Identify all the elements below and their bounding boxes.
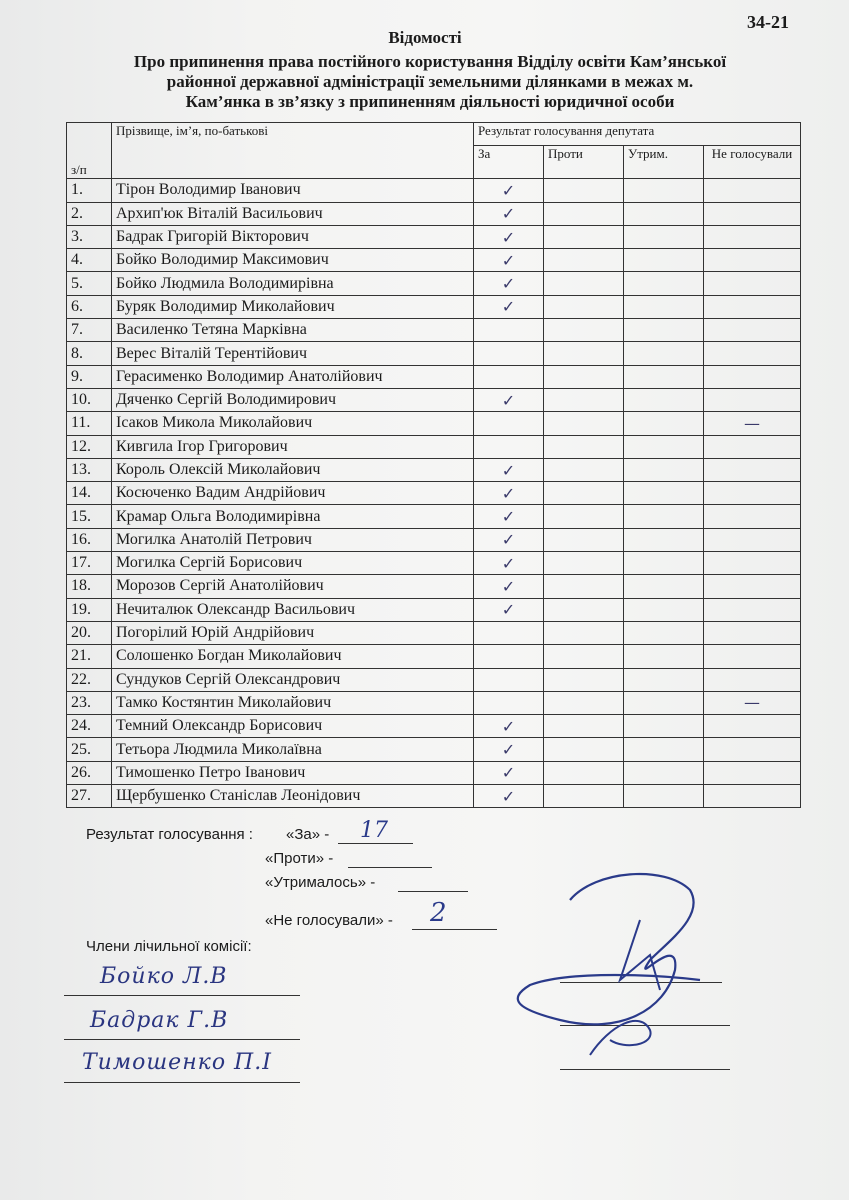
table-row bbox=[67, 621, 801, 644]
member-3-line bbox=[64, 1060, 300, 1083]
vote-against-cell bbox=[544, 785, 624, 808]
table-row bbox=[67, 668, 801, 691]
col-for-label: За bbox=[478, 146, 491, 162]
table-row bbox=[67, 575, 801, 598]
table-row bbox=[67, 295, 801, 318]
check-mark: ✓ bbox=[474, 249, 544, 272]
table-row bbox=[67, 225, 801, 248]
vote-notvoted-cell bbox=[704, 435, 801, 458]
table-row bbox=[67, 365, 801, 388]
vote-for-cell bbox=[474, 319, 544, 342]
vote-against-cell bbox=[544, 249, 624, 272]
vote-against-cell bbox=[544, 435, 624, 458]
vote-abstain-cell bbox=[624, 482, 704, 505]
vote-for-cell bbox=[474, 691, 544, 714]
check-mark: ✓ bbox=[474, 179, 544, 202]
doc-title: Відомості bbox=[388, 28, 462, 47]
check-mark: ✓ bbox=[474, 225, 544, 248]
row-number: 20. bbox=[67, 621, 112, 644]
vote-notvoted-cell bbox=[704, 715, 801, 738]
vote-against-cell bbox=[544, 202, 624, 225]
vote-notvoted-cell bbox=[704, 785, 801, 808]
row-number: 24. bbox=[67, 715, 112, 738]
doc-number: 34-21 bbox=[747, 12, 789, 32]
vote-notvoted-cell bbox=[704, 458, 801, 481]
vote-notvoted-cell bbox=[704, 645, 801, 668]
table-row bbox=[67, 249, 801, 272]
vote-abstain-cell bbox=[624, 295, 704, 318]
vote-against-cell bbox=[544, 388, 624, 411]
row-number: 9. bbox=[67, 365, 112, 388]
vote-against-cell bbox=[544, 342, 624, 365]
col-notvoted-label: Не голосували bbox=[711, 146, 793, 162]
deputy-name: Могилка Анатолій Петрович bbox=[112, 528, 474, 551]
table-row bbox=[67, 505, 801, 528]
row-number: 15. bbox=[67, 505, 112, 528]
vote-against-cell bbox=[544, 528, 624, 551]
deputy-name: Тетьора Людмила Миколаївна bbox=[112, 738, 474, 761]
table-row bbox=[67, 388, 801, 411]
commission-member-2: Бадрак Г.В bbox=[90, 1008, 229, 1033]
check-mark: ✓ bbox=[474, 715, 544, 738]
vote-against-cell bbox=[544, 645, 624, 668]
summary-notvoted-line bbox=[412, 912, 497, 930]
vote-notvoted-cell bbox=[704, 738, 801, 761]
table-row bbox=[67, 645, 801, 668]
vote-against-cell bbox=[544, 575, 624, 598]
deputy-name: Щербушенко Станіслав Леонідович bbox=[112, 785, 474, 808]
vote-abstain-cell bbox=[624, 598, 704, 621]
vote-notvoted-cell bbox=[704, 598, 801, 621]
vote-abstain-cell bbox=[624, 435, 704, 458]
table-row bbox=[67, 412, 801, 435]
member-1-line bbox=[64, 970, 300, 996]
summary-against-label: «Проти» - bbox=[265, 850, 334, 867]
vote-for-cell bbox=[474, 342, 544, 365]
check-mark: ✓ bbox=[474, 761, 544, 784]
row-number: 21. bbox=[67, 645, 112, 668]
vote-against-cell bbox=[544, 458, 624, 481]
table-row bbox=[67, 458, 801, 481]
vote-abstain-cell bbox=[624, 179, 704, 202]
deputy-name: Могилка Сергій Борисович bbox=[112, 552, 474, 575]
vote-abstain-cell bbox=[624, 202, 704, 225]
row-number: 14. bbox=[67, 482, 112, 505]
vote-for-cell bbox=[474, 621, 544, 644]
vote-against-cell bbox=[544, 272, 624, 295]
row-number: 25. bbox=[67, 738, 112, 761]
row-number: 22. bbox=[67, 668, 112, 691]
summary-for-value: 17 bbox=[360, 818, 388, 843]
votes-table bbox=[66, 122, 801, 808]
vote-against-cell bbox=[544, 715, 624, 738]
dash-mark: — bbox=[704, 412, 801, 435]
vote-against-cell bbox=[544, 691, 624, 714]
vote-notvoted-cell bbox=[704, 225, 801, 248]
commission-label: Члени лічильної комісії: bbox=[86, 938, 252, 955]
deputy-name: Бойко Людмила Володимирівна bbox=[112, 272, 474, 295]
vote-abstain-cell bbox=[624, 388, 704, 411]
vote-for-cell bbox=[474, 435, 544, 458]
vote-abstain-cell bbox=[624, 575, 704, 598]
summary-abstain-line bbox=[398, 874, 468, 892]
check-mark: ✓ bbox=[474, 738, 544, 761]
vote-notvoted-cell bbox=[704, 621, 801, 644]
vote-notvoted-cell bbox=[704, 342, 801, 365]
deputy-name: Бойко Володимир Максимович bbox=[112, 249, 474, 272]
vote-abstain-cell bbox=[624, 738, 704, 761]
row-number: 1. bbox=[67, 179, 112, 202]
commission-member-3: Тимошенко П.І bbox=[82, 1050, 272, 1075]
vote-against-cell bbox=[544, 482, 624, 505]
check-mark: ✓ bbox=[474, 785, 544, 808]
check-mark: ✓ bbox=[474, 552, 544, 575]
table-row bbox=[67, 691, 801, 714]
commission-member-1: Бойко Л.В bbox=[100, 964, 228, 989]
vote-against-cell bbox=[544, 761, 624, 784]
vote-abstain-cell bbox=[624, 645, 704, 668]
vote-abstain-cell bbox=[624, 225, 704, 248]
doc-subtitle-3: Кам’янка в зв’язку з припиненням діяльності юридичної особи bbox=[185, 92, 675, 111]
vote-abstain-cell bbox=[624, 528, 704, 551]
deputy-name: Тамко Костянтин Миколайович bbox=[112, 691, 474, 714]
vote-notvoted-cell bbox=[704, 575, 801, 598]
row-number: 8. bbox=[67, 342, 112, 365]
row-number: 4. bbox=[67, 249, 112, 272]
summary-notvoted-label: «Не голосували» - bbox=[265, 912, 393, 929]
deputy-name: Дяченко Сергій Володимирович bbox=[112, 388, 474, 411]
deputy-name: Сундуков Сергій Олександрович bbox=[112, 668, 474, 691]
check-mark: ✓ bbox=[474, 598, 544, 621]
summary-against-line bbox=[348, 850, 432, 868]
vote-abstain-cell bbox=[624, 785, 704, 808]
doc-subtitle-2: районної державної адміністрації земельними ділянками в межах м. bbox=[166, 72, 694, 91]
vote-notvoted-cell bbox=[704, 249, 801, 272]
row-number: 16. bbox=[67, 528, 112, 551]
deputy-name: Погорілий Юрій Андрійович bbox=[112, 621, 474, 644]
col-name-label: Прізвище, ім’я, по-батькові bbox=[116, 123, 269, 138]
deputy-name: Буряк Володимир Миколайович bbox=[112, 295, 474, 318]
vote-against-cell bbox=[544, 412, 624, 435]
vote-against-cell bbox=[544, 365, 624, 388]
vote-for-cell bbox=[474, 365, 544, 388]
row-number: 27. bbox=[67, 785, 112, 808]
check-mark: ✓ bbox=[474, 295, 544, 318]
deputy-name: Герасименко Володимир Анатолійович bbox=[112, 365, 474, 388]
deputy-name: Тірон Володимир Іванович bbox=[112, 179, 474, 202]
col-for-header bbox=[474, 146, 544, 179]
row-number: 19. bbox=[67, 598, 112, 621]
deputy-name: Василенко Тетяна Марківна bbox=[112, 319, 474, 342]
col-result-header bbox=[474, 123, 801, 146]
deputy-name: Король Олексій Миколайович bbox=[112, 458, 474, 481]
vote-against-cell bbox=[544, 552, 624, 575]
col-notvoted-header bbox=[704, 146, 801, 179]
row-number: 12. bbox=[67, 435, 112, 458]
table-row bbox=[67, 715, 801, 738]
vote-against-cell bbox=[544, 225, 624, 248]
table-row bbox=[67, 482, 801, 505]
col-num-label: з/п bbox=[71, 162, 87, 178]
deputy-name: Морозов Сергій Анатолійович bbox=[112, 575, 474, 598]
row-number: 18. bbox=[67, 575, 112, 598]
vote-notvoted-cell bbox=[704, 668, 801, 691]
row-number: 11. bbox=[67, 412, 112, 435]
member-3-sign-line bbox=[560, 1060, 730, 1070]
vote-abstain-cell bbox=[624, 621, 704, 644]
doc-subtitle-1: Про припинення права постійного користування Відділу освіти Кам’янської bbox=[133, 52, 727, 71]
dash-mark: — bbox=[704, 691, 801, 714]
table-row bbox=[67, 435, 801, 458]
vote-against-cell bbox=[544, 598, 624, 621]
summary-for-label: «За» - bbox=[286, 826, 330, 843]
table-row bbox=[67, 785, 801, 808]
row-number: 5. bbox=[67, 272, 112, 295]
member-2-line bbox=[64, 1015, 300, 1040]
col-result-label: Результат голосування депутата bbox=[478, 123, 655, 138]
deputy-name: Темний Олександр Борисович bbox=[112, 715, 474, 738]
vote-for-cell bbox=[474, 645, 544, 668]
deputy-name: Тимошенко Петро Іванович bbox=[112, 761, 474, 784]
vote-for-cell bbox=[474, 412, 544, 435]
vote-against-cell bbox=[544, 179, 624, 202]
table-row bbox=[67, 738, 801, 761]
deputy-name: Косюченко Вадим Андрійович bbox=[112, 482, 474, 505]
vote-abstain-cell bbox=[624, 365, 704, 388]
table-row bbox=[67, 552, 801, 575]
table-row bbox=[67, 528, 801, 551]
deputy-name: Бадрак Григорій Вікторович bbox=[112, 225, 474, 248]
check-mark: ✓ bbox=[474, 202, 544, 225]
vote-against-cell bbox=[544, 738, 624, 761]
vote-abstain-cell bbox=[624, 319, 704, 342]
row-number: 17. bbox=[67, 552, 112, 575]
vote-against-cell bbox=[544, 319, 624, 342]
row-number: 10. bbox=[67, 388, 112, 411]
col-abstain-header bbox=[624, 146, 704, 179]
vote-abstain-cell bbox=[624, 249, 704, 272]
check-mark: ✓ bbox=[474, 272, 544, 295]
col-against-header bbox=[544, 146, 624, 179]
table-row bbox=[67, 179, 801, 202]
table-row bbox=[67, 272, 801, 295]
vote-against-cell bbox=[544, 505, 624, 528]
vote-notvoted-cell bbox=[704, 505, 801, 528]
check-mark: ✓ bbox=[474, 528, 544, 551]
vote-against-cell bbox=[544, 295, 624, 318]
row-number: 26. bbox=[67, 761, 112, 784]
vote-notvoted-cell bbox=[704, 179, 801, 202]
vote-notvoted-cell bbox=[704, 388, 801, 411]
vote-notvoted-cell bbox=[704, 761, 801, 784]
vote-notvoted-cell bbox=[704, 552, 801, 575]
table-row bbox=[67, 202, 801, 225]
table-row bbox=[67, 342, 801, 365]
check-mark: ✓ bbox=[474, 505, 544, 528]
vote-abstain-cell bbox=[624, 552, 704, 575]
table-row bbox=[67, 761, 801, 784]
deputy-name: Солошенко Богдан Миколайович bbox=[112, 645, 474, 668]
check-mark: ✓ bbox=[474, 458, 544, 481]
col-name-header bbox=[112, 123, 474, 179]
row-number: 2. bbox=[67, 202, 112, 225]
summary-label: Результат голосування : bbox=[86, 826, 253, 843]
vote-for-cell bbox=[474, 668, 544, 691]
deputy-name: Нечиталюк Олександр Васильович bbox=[112, 598, 474, 621]
vote-abstain-cell bbox=[624, 272, 704, 295]
col-num-header bbox=[67, 123, 112, 179]
deputy-name: Верес Віталій Терентійович bbox=[112, 342, 474, 365]
vote-abstain-cell bbox=[624, 342, 704, 365]
row-number: 6. bbox=[67, 295, 112, 318]
summary-abstain-label: «Утрималось» - bbox=[265, 874, 376, 891]
row-number: 3. bbox=[67, 225, 112, 248]
check-mark: ✓ bbox=[474, 388, 544, 411]
deputy-name: Крамар Ольга Володимирівна bbox=[112, 505, 474, 528]
vote-abstain-cell bbox=[624, 412, 704, 435]
vote-notvoted-cell bbox=[704, 528, 801, 551]
vote-against-cell bbox=[544, 621, 624, 644]
row-number: 7. bbox=[67, 319, 112, 342]
vote-notvoted-cell bbox=[704, 365, 801, 388]
vote-notvoted-cell bbox=[704, 295, 801, 318]
deputy-name: Ісаков Микола Миколайович bbox=[112, 412, 474, 435]
table-row bbox=[67, 319, 801, 342]
row-number: 13. bbox=[67, 458, 112, 481]
vote-abstain-cell bbox=[624, 458, 704, 481]
vote-notvoted-cell bbox=[704, 482, 801, 505]
vote-notvoted-cell bbox=[704, 272, 801, 295]
summary-notvoted-value: 2 bbox=[430, 898, 447, 928]
row-number: 23. bbox=[67, 691, 112, 714]
vote-abstain-cell bbox=[624, 668, 704, 691]
vote-against-cell bbox=[544, 668, 624, 691]
vote-notvoted-cell bbox=[704, 319, 801, 342]
vote-abstain-cell bbox=[624, 505, 704, 528]
check-mark: ✓ bbox=[474, 482, 544, 505]
deputy-name: Архип'юк Віталій Васильович bbox=[112, 202, 474, 225]
col-against-label: Проти bbox=[548, 146, 583, 162]
vote-abstain-cell bbox=[624, 715, 704, 738]
vote-abstain-cell bbox=[624, 691, 704, 714]
vote-notvoted-cell bbox=[704, 202, 801, 225]
check-mark: ✓ bbox=[474, 575, 544, 598]
deputy-name: Кивгила Ігор Григорович bbox=[112, 435, 474, 458]
vote-abstain-cell bbox=[624, 761, 704, 784]
col-abstain-label: Утрим. bbox=[628, 146, 668, 162]
handwritten-signature bbox=[500, 860, 740, 1060]
table-row bbox=[67, 598, 801, 621]
